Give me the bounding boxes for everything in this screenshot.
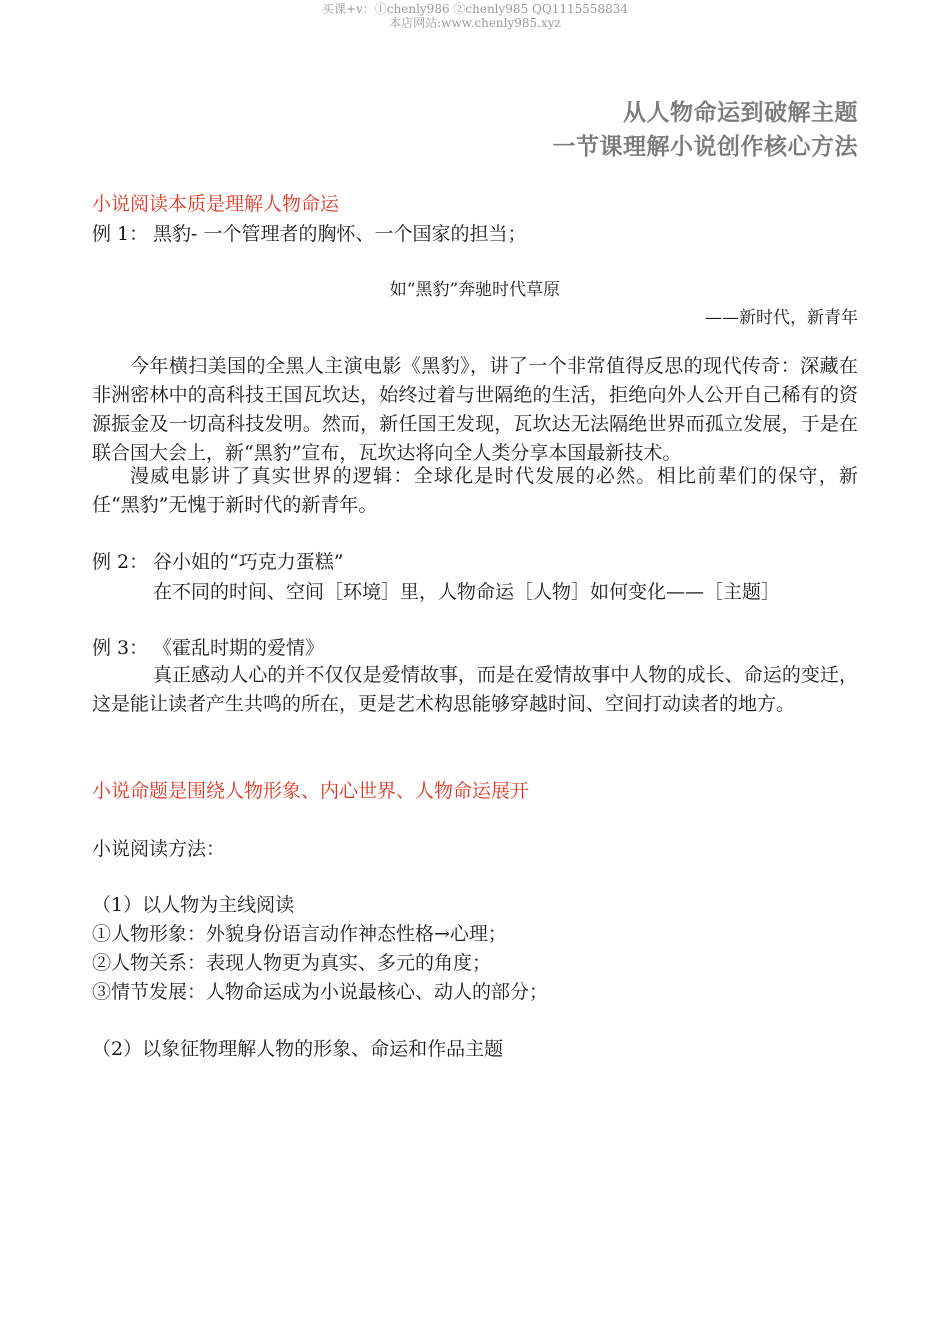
example-1-quote: 如“黑豹”奔驰时代草原 (389, 280, 561, 300)
example-3-title: 《霍乱时期的爱情》 (153, 637, 325, 659)
example-1-text: 黑豹- 一个管理者的胸怀、一个国家的担当； (153, 223, 527, 245)
example-1-paragraph-1: 今年横扫美国的全黑人主演电影《黑豹》，讲了一个非常值得反思的现代传奇：深藏在非洲密林中的高科技王国瓦坎达，始终过着与世隔绝的生活，拒绝向外人公开自己稀有的资源振金及一切高科技发明。然而，新任国王发现，瓦坎达无法隔绝世界而孤立发展，于是在联合国大会上，新“黑豹”宣布，瓦坎达将向全人类分享本国最新技术。 (92, 355, 858, 464)
section-heading-2: 小说命题是围绕人物形象、内心世界、人物命运展开 (92, 780, 530, 802)
example-2-text: 在不同的时间、空间［环境］里，人物命运［人物］如何变化——［主题］ (153, 581, 781, 603)
example-1-quote-source: ——新时代，新青年 (705, 308, 858, 328)
watermark-line-1: 买课+v：①chenly986 ②chenly985 QQ1115558834 (321, 2, 629, 16)
section-heading-1: 小说阅读本质是理解人物命运 (92, 193, 340, 215)
example-2-title: 谷小姐的“巧克力蛋糕” (153, 551, 344, 573)
method-1: （1）以人物为主线阅读 (92, 894, 295, 916)
watermark-line-2: 本店网站:www.chenly985.xyz (389, 16, 561, 30)
page-title-line-2: 一节课理解小说创作核心方法 (552, 133, 858, 160)
example-1-paragraph-2: 漫威电影讲了真实世界的逻辑：全球化是时代发展的必然。相比前辈们的保守，新任“黑豹”无愧于新时代的新青年。 (92, 465, 858, 516)
example-3-paragraph: 真正感动人心的并不仅仅是爱情故事，而是在爱情故事中人物的成长、命运的变迁，这是能让读者产生共鸣的所在，更是艺术构思能够穿越时间、空间打动读者的地方。 (92, 664, 858, 715)
page-title-line-1: 从人物命运到破解主题 (623, 99, 858, 126)
method-1-item-1: ①人物形象：外貌身份语言动作神态性格→心理； (92, 923, 507, 945)
example-3-label: 例 3： (92, 637, 149, 659)
method-1-item-2: ②人物关系：表现人物更为真实、多元的角度； (92, 952, 492, 974)
method-2: （2）以象征物理解人物的形象、命运和作品主题 (92, 1038, 504, 1060)
method-1-item-3: ③情节发展：人物命运成为小说最核心、动人的部分； (92, 981, 549, 1003)
reading-methods-label: 小说阅读方法： (92, 838, 226, 860)
example-1-label: 例 1： (92, 223, 149, 245)
example-2-label: 例 2： (92, 551, 149, 573)
